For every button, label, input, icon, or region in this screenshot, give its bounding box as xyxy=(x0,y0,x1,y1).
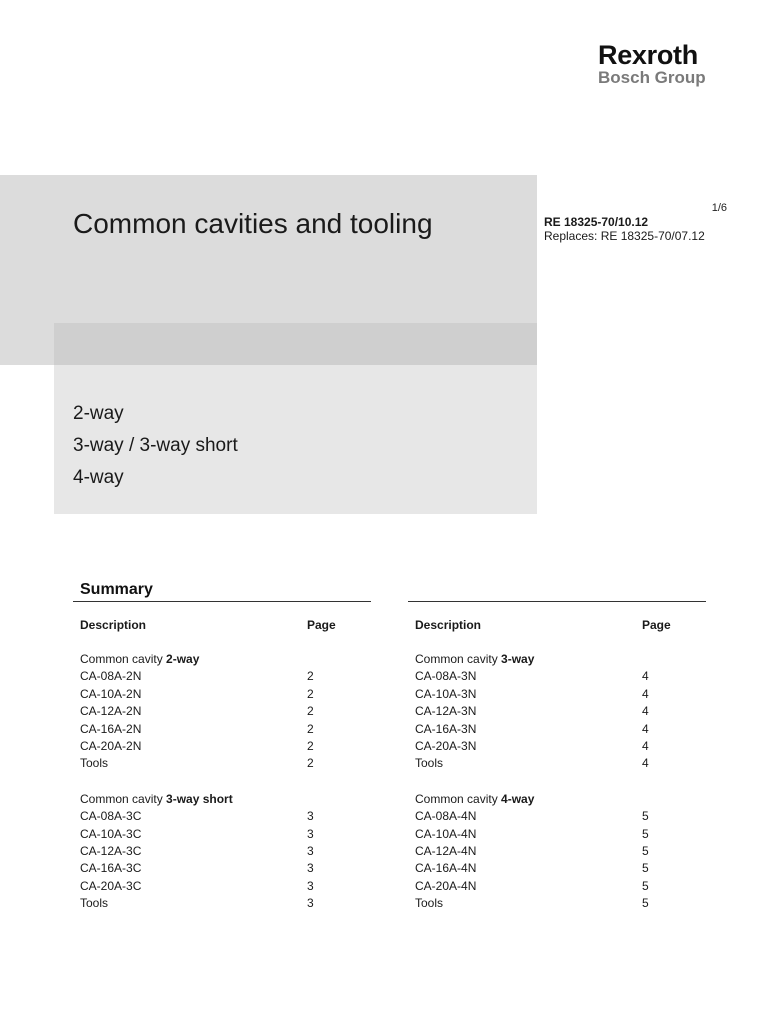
summary-column-right xyxy=(415,617,715,912)
replaces-note: Replaces: RE 18325-70/07.12 xyxy=(544,229,705,243)
row-description: CA-12A-2N xyxy=(80,704,142,719)
row-description: CA-16A-3C xyxy=(80,861,142,876)
table-row xyxy=(415,895,715,912)
row-page: 3 xyxy=(307,826,314,841)
row-page: 4 xyxy=(642,686,649,701)
row-page: 5 xyxy=(642,826,649,841)
row-page: 2 xyxy=(307,721,314,736)
table-row xyxy=(415,738,715,755)
divider-band xyxy=(0,323,537,365)
group-name: 4-way xyxy=(501,791,535,806)
table-row xyxy=(415,826,715,843)
group-name: 2-way xyxy=(166,652,200,666)
table-row xyxy=(415,860,715,877)
table-row xyxy=(80,878,380,895)
row-description: CA-12A-3N xyxy=(415,704,477,719)
row-page: 4 xyxy=(642,669,649,684)
summary-column-left xyxy=(80,617,380,912)
row-page: 4 xyxy=(642,721,649,736)
summary-heading: Summary xyxy=(80,581,153,598)
row-page: 2 xyxy=(307,704,314,719)
group-prefix: Common cavity xyxy=(415,791,502,806)
page-number: 1/6 xyxy=(711,202,727,214)
row-description: CA-20A-4N xyxy=(415,878,477,893)
summary-rule-left xyxy=(73,601,371,602)
group-name: 3-way short xyxy=(166,791,233,806)
table-row xyxy=(80,738,380,755)
row-page: 3 xyxy=(307,896,314,911)
row-page: 4 xyxy=(642,704,649,719)
cavity-types-list xyxy=(73,398,238,494)
row-page: 4 xyxy=(642,738,649,753)
group-prefix: Common cavity xyxy=(415,652,502,666)
table-row xyxy=(80,686,380,703)
row-description: CA-16A-2N xyxy=(80,721,142,736)
row-description: CA-08A-4N xyxy=(415,809,477,824)
column-header xyxy=(80,617,380,641)
logo-brand: Rexroth xyxy=(598,40,698,70)
page-header: Page xyxy=(642,618,671,632)
row-page: 3 xyxy=(307,843,314,858)
row-page: 4 xyxy=(642,756,649,771)
table-row xyxy=(80,843,380,860)
table-row xyxy=(80,721,380,738)
row-description: CA-20A-3C xyxy=(80,878,142,893)
type-item: 3-way / 3-way short xyxy=(73,435,238,456)
row-page: 3 xyxy=(307,878,314,893)
row-description: Tools xyxy=(415,756,444,771)
summary-rule-right xyxy=(408,601,706,602)
table-row xyxy=(415,878,715,895)
row-description: Tools xyxy=(80,756,109,771)
row-page: 5 xyxy=(642,861,649,876)
table-row xyxy=(80,703,380,720)
row-description: CA-12A-3C xyxy=(80,843,142,858)
row-page: 5 xyxy=(642,843,649,858)
group-prefix: Common cavity xyxy=(80,652,167,666)
group-heading xyxy=(415,651,715,668)
page-title: Common cavities and tooling xyxy=(73,208,433,239)
row-description: CA-12A-4N xyxy=(415,843,477,858)
row-description: CA-10A-3C xyxy=(80,826,142,841)
group-prefix: Common cavity xyxy=(80,791,167,806)
row-description: CA-10A-3N xyxy=(415,686,477,701)
table-row xyxy=(415,703,715,720)
row-description: CA-20A-3N xyxy=(415,738,477,753)
table-row xyxy=(80,826,380,843)
table-row xyxy=(415,808,715,825)
group-heading xyxy=(80,651,380,668)
row-page: 5 xyxy=(642,896,649,911)
row-page: 2 xyxy=(307,686,314,701)
type-item: 2-way xyxy=(73,403,124,424)
group-heading xyxy=(415,791,715,808)
row-description: CA-10A-2N xyxy=(80,686,142,701)
group-heading xyxy=(80,791,380,808)
document-id: RE 18325-70/10.12 xyxy=(544,215,649,229)
table-row xyxy=(80,860,380,877)
row-page: 2 xyxy=(307,669,314,684)
table-row xyxy=(415,668,715,685)
row-description: CA-08A-3N xyxy=(415,669,477,684)
column-header xyxy=(415,617,715,641)
row-page: 3 xyxy=(307,809,314,824)
divider-band-left xyxy=(0,323,54,365)
table-row xyxy=(80,808,380,825)
table-row xyxy=(415,755,715,772)
rexroth-logo xyxy=(598,40,706,87)
table-row xyxy=(80,895,380,912)
row-description: Tools xyxy=(415,896,444,911)
title-band xyxy=(0,175,537,323)
table-row xyxy=(80,668,380,685)
table-row xyxy=(415,843,715,860)
table-row xyxy=(415,721,715,738)
row-page: 2 xyxy=(307,756,314,771)
description-header: Description xyxy=(80,618,147,632)
page-header: Page xyxy=(307,618,336,632)
description-header: Description xyxy=(415,618,482,632)
logo-group: Bosch Group xyxy=(598,68,706,87)
table-row xyxy=(80,755,380,772)
row-description: CA-20A-2N xyxy=(80,738,142,753)
row-description: CA-08A-2N xyxy=(80,669,142,684)
row-page: 3 xyxy=(307,861,314,876)
table-row xyxy=(415,686,715,703)
row-description: Tools xyxy=(80,896,109,911)
group-name: 3-way xyxy=(501,652,535,666)
row-page: 2 xyxy=(307,738,314,753)
row-description: CA-08A-3C xyxy=(80,809,142,824)
type-item: 4-way xyxy=(73,467,124,488)
row-description: CA-16A-4N xyxy=(415,861,477,876)
row-page: 5 xyxy=(642,809,649,824)
row-page: 5 xyxy=(642,878,649,893)
row-description: CA-16A-3N xyxy=(415,721,477,736)
row-description: CA-10A-4N xyxy=(415,826,477,841)
